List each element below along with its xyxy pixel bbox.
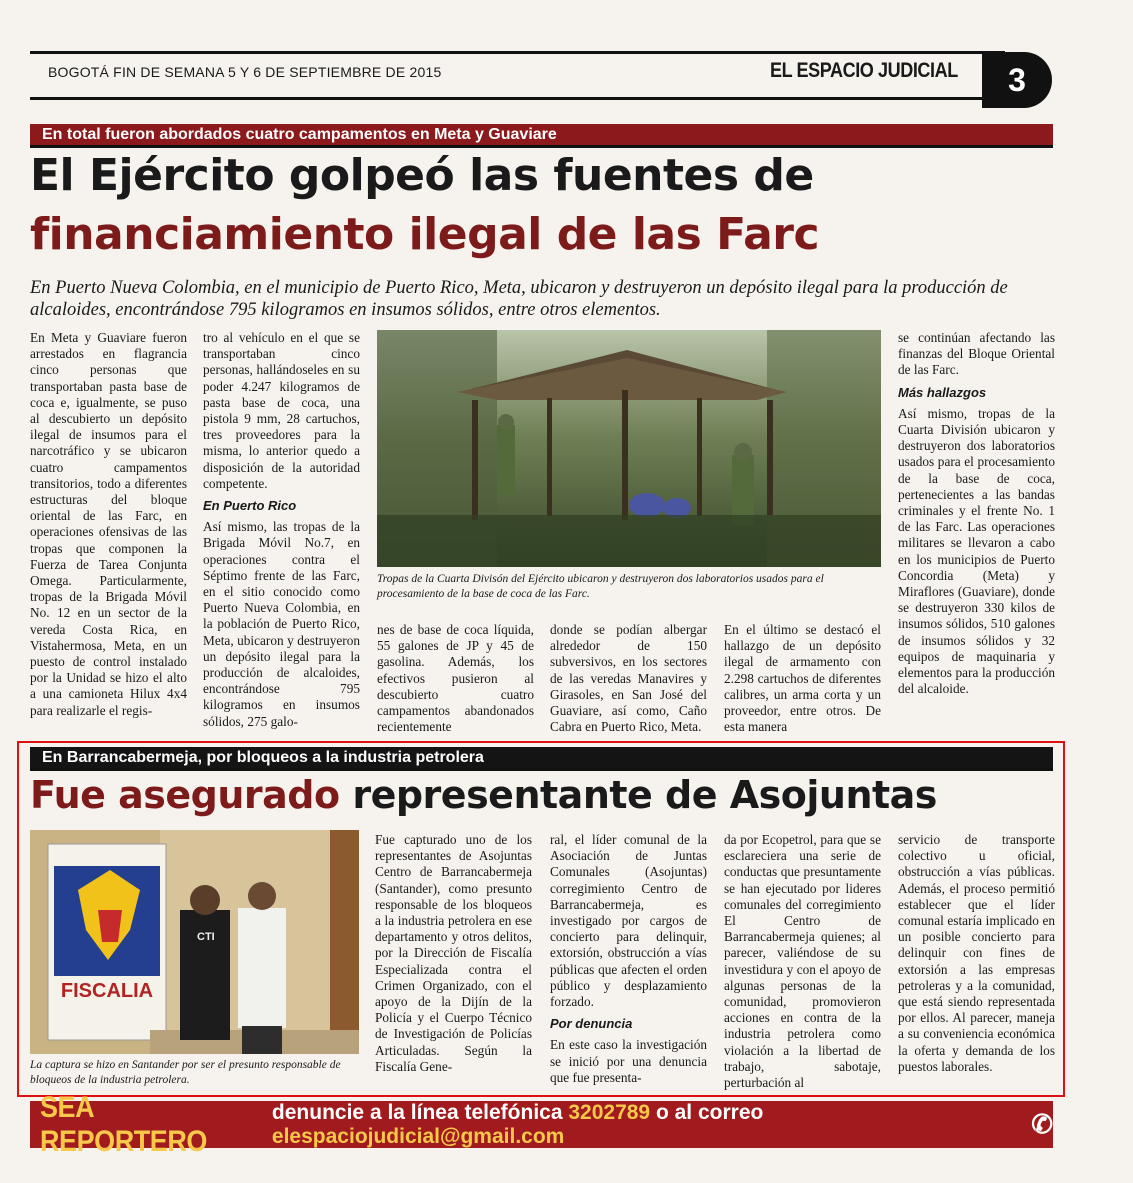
story1-column-2 xyxy=(203,330,360,730)
story1-column-3 xyxy=(377,622,534,735)
story2-photo-arrest xyxy=(30,830,359,1054)
story2-headline xyxy=(30,773,937,817)
story2-col3-text: da por Ecopetrol, para que se esclareciera una serie de conductas que presuntamente se han ejecutado por lideres comunales del corregimiento El Centro de Barrancabermeja quienes; al parecer, valiéndose de su investidura y con el apoyo de algunas personas de la comunidad, promovieron acciones en contra de la industria petrolera como violación a la libertad de trabajo, sabotaje, perturbación al xyxy=(724,832,881,1091)
story2-column-4 xyxy=(898,832,1055,1075)
story2-column-3 xyxy=(724,832,881,1091)
phone-icon: ✆ xyxy=(1031,1109,1053,1139)
story2-kicker: En Barrancabermeja, por bloqueos a la industria petrolera xyxy=(30,747,1053,771)
story1-subhead-mas-hallazgos: Más hallazgos xyxy=(898,384,987,400)
story1-column-5 xyxy=(724,622,881,735)
section-name: EL ESPACIO JUDICIAL xyxy=(770,59,958,82)
story2-col1-text: Fue capturado uno de los representantes de Asojuntas Centro de Barrancabermeja (Santander), como presunto responsable de los bloqueos a la industria petrolera en ese departamento y otros delitos, por la Dirección de Fiscalía Especializada contra el Crimen Organizado, con el apoyo de la Dijín de la Policía y el Cuerpo Técnico de Investigación de Policías Articuladas. Según la Fiscalía Gene- xyxy=(375,832,532,1074)
story2-col4-text: servicio de transporte colectivo u oficial, obstrucción a vías públicas. Además, el proceso permitió establecer que el líder comunal estaría implicado en un posible concierto para delinquir con fines de extorsión a las empresas petroleras y a la comunidad, que está siendo representada por ellos. Al parecer, maneja a su conveniencia económica la oferta y demanda de los puestos laborales. xyxy=(898,832,1055,1074)
story1-col2a-text: tro al vehículo en el que se transportaban cinco personas, hallándoseles en su poder 4.247 kilogramos de pasta base de coca, una pistola 9 mm, 28 cartuchos, tres proveedores para la misma, lo anterior quedo a disposición de la autoridad competente. xyxy=(203,330,360,491)
story1-photo-soldiers-camp xyxy=(377,330,881,567)
story1-headline-line2: financiamiento ilegal de las Farc xyxy=(30,209,820,260)
reporter-banner-email[interactable]: elespaciojudicial@gmail.com xyxy=(271,1124,565,1148)
reporter-banner-brand: SEA REPORTERO xyxy=(40,1090,207,1158)
story2-col2b-text: En este caso la investigación se inició por una denuncia que fue presenta- xyxy=(550,1037,707,1085)
story1-col6b-text: Así mismo, tropas de la Cuarta División ubicaron y destruyeron dos laboratorios usados para el procesamiento de la base de coca, pertenecientes a las bandas criminales y el frente No. 1 de las Farc. Las operaciones militares se llevaron a cabo en los municipios de Puerto Concordia (Meta) y Miraflores (Guaviare), donde se destruyeron 330 kilos de insumos sólidos, 510 galones de insumos sólidos y 32 equipos de maquinaria y elementos para la producción del alcaloide. xyxy=(898,405,1055,697)
reporter-banner-text xyxy=(272,1101,1021,1149)
story1-lede: En Puerto Nueva Colombia, en el municipio de Puerto Rico, Meta, ubicaron y destruyeron un depósito ilegal para la producción de alcaloides, encontrándose 795 kilogramos en insumos sólidos, entre otros elementos. xyxy=(30,278,1008,320)
header-top-rule xyxy=(30,51,1005,54)
story2-photo-caption: La captura se hizo en Santander por ser el presunto responsable de bloqueos de la industria petrolera. xyxy=(30,1059,341,1086)
story1-col6a-text: se continúan afectando las finanzas del Bloque Oriental de las Farc. xyxy=(898,330,1055,378)
story1-photo-caption: Tropas de la Cuarta Divisón del Ejército ubicaron y destruyeron dos laboratorios usados para el procesamiento de la base de coca de las Farc. xyxy=(377,573,824,600)
story2-photo-sign-text: FISCALIA xyxy=(60,980,154,1002)
story1-col5-text: En el último se destacó el hallazgo de un depósito ilegal de armamento con 2.298 cartuchos de diferentes calibres, un arma corta y un proveedor, entre otros. De esta manera xyxy=(724,622,881,735)
story2-col2a-text: ral, el líder comunal de la Asociación de Juntas Comunales (Asojuntas) corregimiento Centro de Barrancabermeja, es investigado por cargos de concierto para delinquir, extorsión, obstrucción a vías públicas que afecten el orden público y desplazamiento forzado. xyxy=(550,832,707,1010)
reporter-banner-text2: o al correo xyxy=(650,1100,764,1124)
story2-column-1 xyxy=(375,832,532,1075)
reporter-banner-phone[interactable]: 3202789 xyxy=(568,1100,651,1124)
dateline: BOGOTÁ FIN DE SEMANA 5 Y 6 DE SEPTIEMBRE DE 2015 xyxy=(48,64,442,80)
story1-column-6 xyxy=(898,330,1055,697)
story1-subhead-puerto-rico: En Puerto Rico xyxy=(203,498,297,514)
reporter-banner-text1: denuncie a la línea telefónica xyxy=(271,1100,569,1124)
story1-headline-line1: El Ejército golpeó las fuentes de xyxy=(30,150,814,201)
story1-col1-text: En Meta y Guaviare fueron arrestados en flagrancia cinco personas que transportaban pasta base de coca e, igualmente, se puso al descubierto un depósito ilegal de insumos para el narcotráfico y se ubicaron cuatro campamentos transitorios, todo a diferentes estructuras del bloque oriental de las Farc, en operaciones ofensivas de las tropas que componen la Fuerza de Tarea Conjunta Omega. Particularmente, tropas de la Brigada Móvil No. 12 en un sector de la vereda Costa Rica, en Vistahermosa, Meta, en un puesto de control instalado por la Unidad se hizo el alto a una camioneta Hilux 4x4 para realizarle el regis- xyxy=(30,330,187,718)
story2-column-2 xyxy=(550,832,707,1086)
story1-col3-text: nes de base de coca líquida, 55 galones de JP y 45 de gasolina. Además, los efectivos pusieron al descubierto cuatro campamentos abandonados recientemente xyxy=(377,622,534,735)
story1-col2b-text: Así mismo, las tropas de la Brigada Móvil No.7, en operaciones contra el Séptimo frente de las Farc, en el sitio conocido como Puerto Nueva Colombia, en la población de Puerto Rico, Meta, ubicaron y destruyeron un depósito ilegal para la producción de alcaloides, encontrándose 795 kilogramos en insumos sólidos, 275 galo- xyxy=(203,519,360,729)
story1-kicker: En total fueron abordados cuatro campamentos en Meta y Guaviare xyxy=(30,124,1053,148)
page-number: 3 xyxy=(982,52,1052,108)
reporter-banner xyxy=(30,1090,1053,1158)
story1-column-4 xyxy=(550,622,707,735)
story2-headline-red: Fue asegurado xyxy=(30,773,340,817)
story2-photo-badge-text: CTI xyxy=(197,931,215,943)
header-bottom-rule xyxy=(30,97,1005,100)
story2-headline-black: representante de Asojuntas xyxy=(339,773,937,817)
story1-column-1 xyxy=(30,330,187,719)
story2-subhead-por-denuncia: Por denuncia xyxy=(550,1016,633,1032)
story1-col4-text: donde se podían albergar alrededor de 150 subversivos, en los sectores de las veredas Manavires y Girasoles, en San José del Guaviare, así como, Caño Cabra en Puerto Rico, Meta. xyxy=(550,622,707,735)
